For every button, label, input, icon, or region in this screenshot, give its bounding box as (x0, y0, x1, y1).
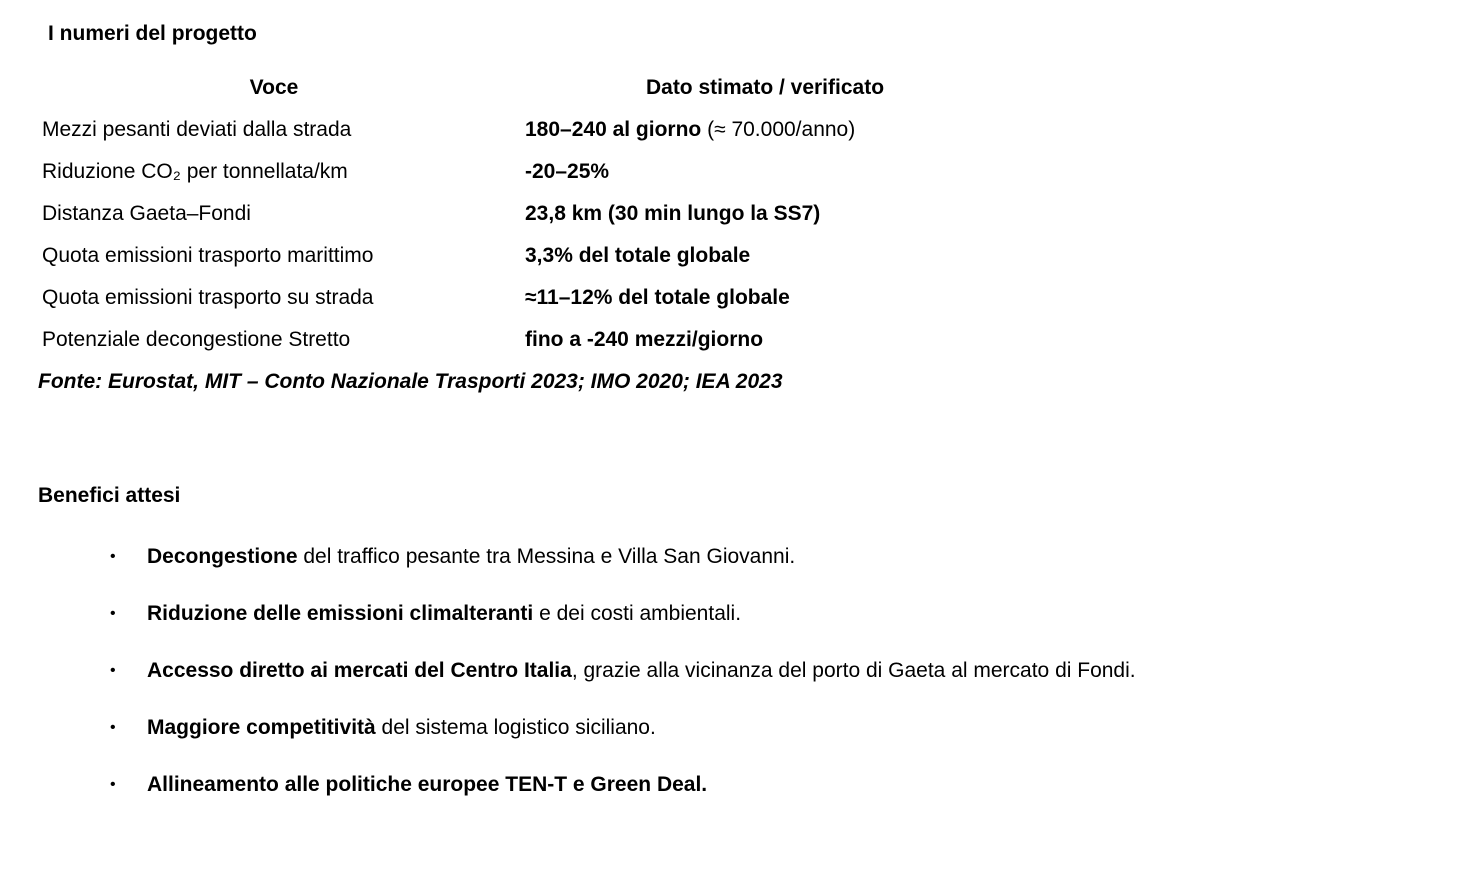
table-cell-dato (510, 277, 1020, 319)
list-item (38, 594, 1356, 634)
project-numbers-heading: I numeri del progetto (48, 22, 257, 45)
list-item (38, 537, 1356, 577)
list-item (38, 651, 1356, 691)
table-cell-voce: Potenziale decongestione Stretto (42, 328, 351, 351)
benefits-list (38, 537, 1356, 805)
table-cell-dato (510, 235, 1020, 277)
table-row (38, 193, 1356, 235)
table-cell-voce: Riduzione CO₂ per tonnellata/km (42, 160, 348, 183)
benefit-bold: Decongestione (147, 545, 298, 568)
benefit-bold: Accesso diretto ai mercati del Centro Italia (147, 659, 572, 682)
table-cell-voce: Distanza Gaeta–Fondi (42, 202, 251, 225)
column-header-voce: Voce (249, 76, 299, 99)
table-row (38, 277, 1356, 319)
benefit-regular: del sistema logistico siciliano. (375, 716, 656, 739)
benefit-regular: , grazie alla vicinanza del porto di Gaeta al mercato di Fondi. (571, 659, 1136, 682)
value-bold: fino a -240 mezzi/giorno (525, 328, 764, 351)
benefit-regular: e dei costi ambientali. (533, 602, 742, 625)
table-cell-voce: Quota emissioni trasporto marittimo (42, 244, 374, 267)
value-bold: 180–240 al giorno (525, 118, 702, 141)
table-cell-dato (510, 109, 1020, 151)
value-bold: 3,3% del totale globale (525, 244, 751, 267)
benefit-regular: del traffico pesante tra Messina e Villa San Giovanni. (297, 545, 796, 568)
value-bold: ≈11–12% del totale globale (525, 286, 790, 309)
table-row (38, 235, 1356, 277)
benefits-heading: Benefici attesi (38, 484, 181, 507)
value-bold: 23,8 km (30 min lungo la SS7) (525, 202, 821, 225)
table-row (38, 109, 1356, 151)
project-numbers-table (38, 67, 1356, 361)
value-bold: -20–25% (525, 160, 610, 183)
table-cell-voce: Quota emissioni trasporto su strada (42, 286, 374, 309)
table-cell-dato (510, 193, 1020, 235)
table-row (38, 151, 1356, 193)
list-item (38, 708, 1356, 748)
benefit-bold: Allineamento alle politiche europee TEN-T e Green Deal. (147, 773, 708, 796)
benefit-bold: Maggiore competitività (147, 716, 376, 739)
table-cell-voce: Mezzi pesanti deviati dalla strada (42, 118, 352, 141)
source-note: Fonte: Eurostat, MIT – Conto Nazionale Trasporti 2023; IMO 2020; IEA 2023 (38, 370, 783, 393)
column-header-dato: Dato stimato / verificato (645, 76, 885, 99)
table-header-row (38, 67, 1356, 109)
value-normal: (≈ 70.000/anno) (701, 118, 856, 141)
table-row (38, 319, 1356, 361)
table-cell-dato (510, 319, 1020, 361)
table-cell-dato (510, 151, 1020, 193)
list-item (38, 765, 1356, 805)
benefit-bold: Riduzione delle emissioni climalteranti (147, 602, 534, 625)
